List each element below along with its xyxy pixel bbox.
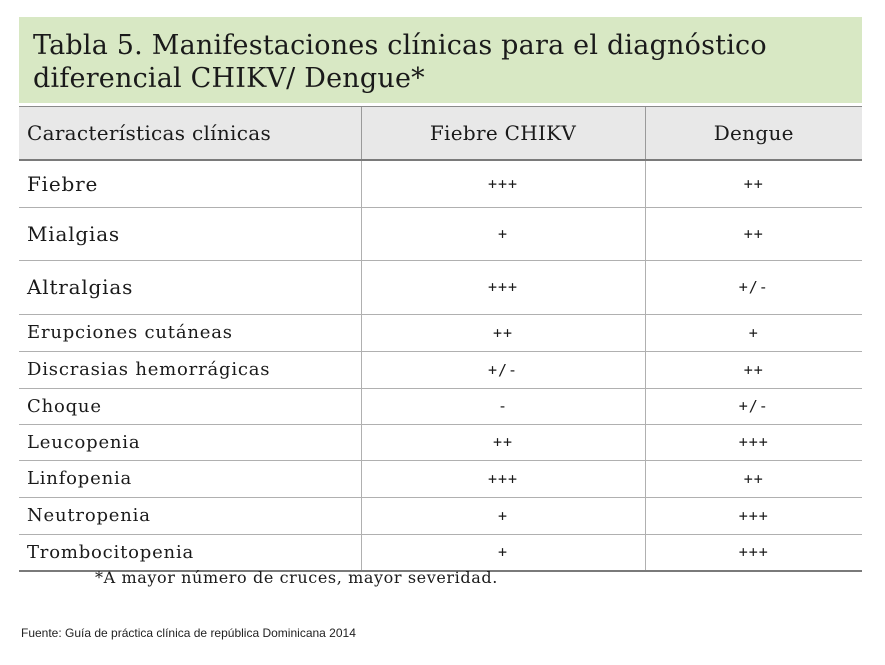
row-feature: Neutropenia xyxy=(19,497,361,534)
row-dengue: +/- xyxy=(645,388,862,424)
table-row xyxy=(19,260,862,314)
table-row xyxy=(19,207,862,260)
row-dengue: +++ xyxy=(645,424,862,460)
table-header-row xyxy=(19,107,862,161)
footnote: *A mayor número de cruces, mayor severidad. xyxy=(95,568,498,587)
row-chikv: - xyxy=(361,388,645,424)
row-dengue: + xyxy=(645,314,862,351)
row-chikv: ++ xyxy=(361,424,645,460)
row-chikv: +++ xyxy=(361,260,645,314)
row-feature: Discrasias hemorrágicas xyxy=(19,351,361,388)
row-dengue: ++ xyxy=(645,460,862,497)
header-chikv: Fiebre CHIKV xyxy=(361,107,645,161)
row-chikv: + xyxy=(361,534,645,571)
row-chikv: ++ xyxy=(361,314,645,351)
row-feature: Altralgias xyxy=(19,260,361,314)
table-row xyxy=(19,534,862,571)
row-feature: Fiebre xyxy=(19,160,361,207)
row-feature: Linfopenia xyxy=(19,460,361,497)
row-dengue: ++ xyxy=(645,160,862,207)
table-row xyxy=(19,424,862,460)
source-citation: Fuente: Guía de práctica clínica de república Dominicana 2014 xyxy=(21,626,356,640)
row-chikv: +++ xyxy=(361,160,645,207)
header-features: Características clínicas xyxy=(19,107,361,161)
row-feature: Leucopenia xyxy=(19,424,361,460)
row-feature: Mialgias xyxy=(19,207,361,260)
row-dengue: +++ xyxy=(645,497,862,534)
table-row xyxy=(19,351,862,388)
row-chikv: +++ xyxy=(361,460,645,497)
row-chikv: + xyxy=(361,497,645,534)
row-chikv: + xyxy=(361,207,645,260)
table-row xyxy=(19,160,862,207)
table-row xyxy=(19,497,862,534)
table-row xyxy=(19,314,862,351)
table-title: Tabla 5. Manifestaciones clínicas para el diagnóstico diferencial CHIKV/ Dengue* xyxy=(19,17,862,103)
row-feature: Erupciones cutáneas xyxy=(19,314,361,351)
clinical-table xyxy=(19,106,862,572)
row-dengue: ++ xyxy=(645,207,862,260)
header-dengue: Dengue xyxy=(645,107,862,161)
row-dengue: +/- xyxy=(645,260,862,314)
row-dengue: ++ xyxy=(645,351,862,388)
row-chikv: +/- xyxy=(361,351,645,388)
row-feature: Trombocitopenia xyxy=(19,534,361,571)
table-row xyxy=(19,388,862,424)
row-feature: Choque xyxy=(19,388,361,424)
row-dengue: +++ xyxy=(645,534,862,571)
table-row xyxy=(19,460,862,497)
